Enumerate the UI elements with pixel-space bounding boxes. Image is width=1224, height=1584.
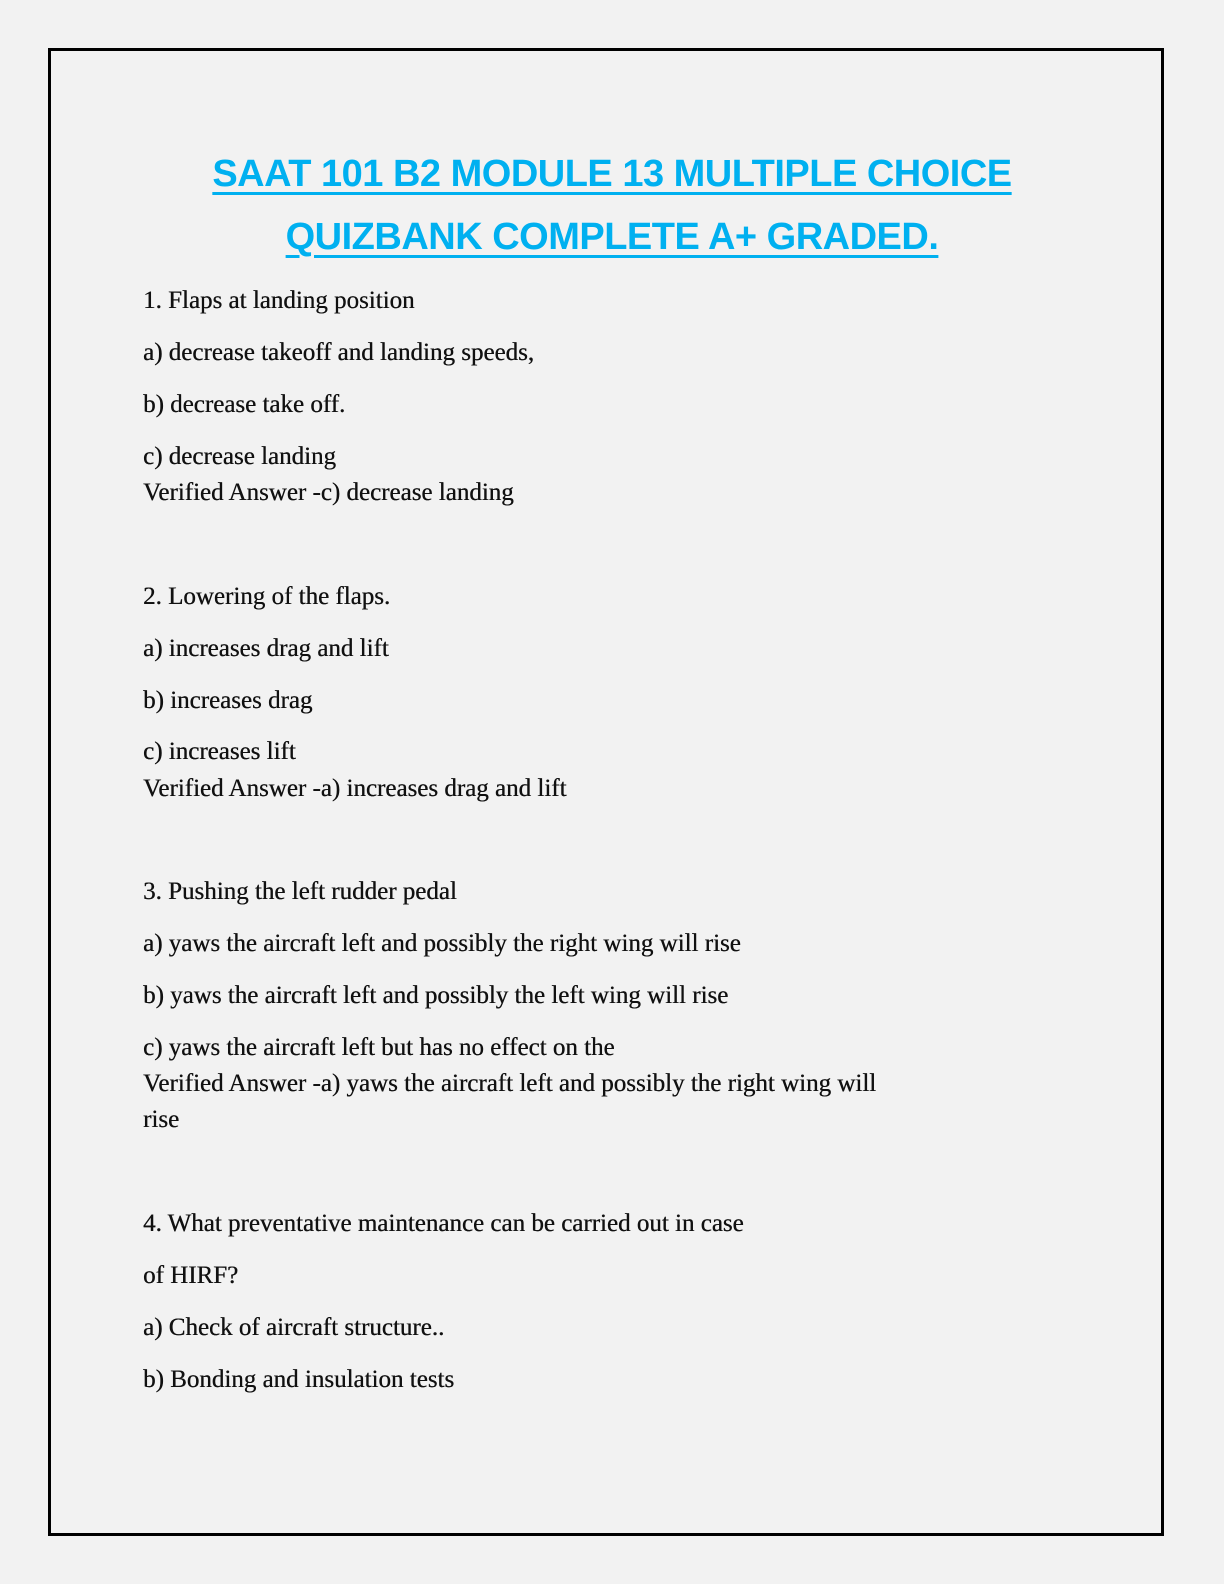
- option-c: c) increases lift: [143, 738, 296, 765]
- option-c: c) decrease landing: [143, 443, 336, 470]
- option-b: b) increases drag: [143, 687, 313, 714]
- document-title-line-1: SAAT 101 B2 MODULE 13 MULTIPLE CHOICE: [212, 153, 1012, 195]
- question-text: 1. Flaps at landing position: [143, 287, 415, 314]
- option-c: c) yaws the aircraft left but has no effect on the: [143, 1034, 615, 1061]
- question-text: 4. What preventative maintenance can be carried out in case: [143, 1210, 744, 1237]
- option-b: b) decrease take off.: [143, 391, 346, 418]
- option-a: a) increases drag and lift: [143, 635, 389, 662]
- question-text-continued: of HIRF?: [143, 1262, 239, 1289]
- question-text: 2. Lowering of the flaps.: [143, 583, 391, 610]
- option-b: b) Bonding and insulation tests: [143, 1366, 455, 1393]
- verified-answer: Verified Answer -c) decrease landing: [143, 479, 514, 506]
- verified-answer-continued: rise: [143, 1106, 180, 1133]
- verified-answer: Verified Answer -a) increases drag and lift: [143, 775, 567, 802]
- option-a: a) decrease takeoff and landing speeds,: [143, 339, 535, 366]
- option-a: a) Check of aircraft structure..: [143, 1314, 445, 1341]
- option-a: a) yaws the aircraft left and possibly the right wing will rise: [143, 930, 741, 957]
- question-text: 3. Pushing the left rudder pedal: [143, 878, 457, 905]
- document-title-line-2: QUIZBANK COMPLETE A+ GRADED.: [285, 216, 939, 258]
- verified-answer: Verified Answer -a) yaws the aircraft left and possibly the right wing will: [143, 1070, 877, 1097]
- option-b: b) yaws the aircraft left and possibly the left wing will rise: [143, 982, 729, 1009]
